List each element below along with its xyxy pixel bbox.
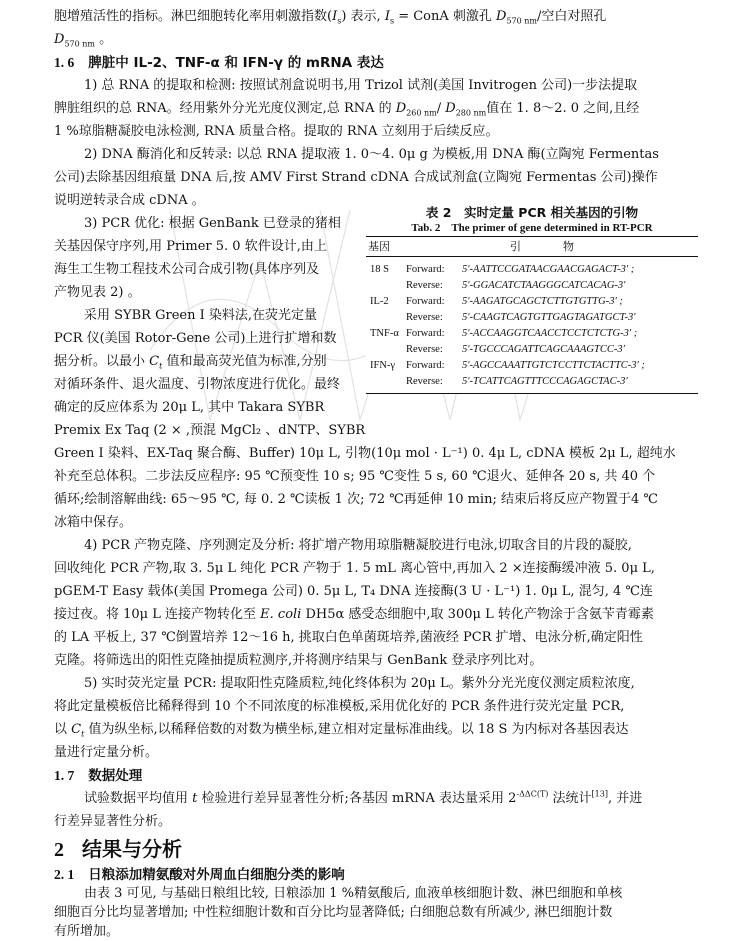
body-text-line: 量进行定量分析。 bbox=[54, 745, 159, 760]
body-text-line: 3) PCR 优化: 根据 GenBank 已登录的猪相 bbox=[84, 216, 341, 231]
subscript: 570 nm bbox=[506, 16, 538, 26]
table-header bbox=[366, 237, 698, 256]
gene-cell: 18 S bbox=[370, 264, 389, 275]
sequence-cell: 5′-TCATTCAGTTTCCCAGAGCTAC-3′ bbox=[462, 376, 628, 387]
sequence-cell: 5′-AAGATGCAGCTCTTGTGTTG-3′ ; bbox=[462, 296, 623, 307]
citation: [13] bbox=[591, 789, 608, 799]
text-segment: 法统计 bbox=[548, 791, 592, 806]
body-text-line: 由表 3 可见, 与基础日粮组比较, 日粮添加 1 %精氨酸后, 血液单核细胞计数、淋巴细胞和单核 bbox=[84, 886, 623, 901]
text-segment: 。 bbox=[95, 32, 113, 47]
subscript: 570 nm bbox=[64, 39, 95, 49]
body-text-line bbox=[84, 790, 642, 808]
body-text-line: 1 %琼脂糖凝胶电泳检测, RNA 质量合格。提取的 RNA 立刻用于后续反应。 bbox=[54, 124, 499, 139]
body-text-line: 确定的反应体系为 20μ L, 其中 Takara SYBR bbox=[54, 400, 325, 415]
species-name: E. coli bbox=[260, 607, 302, 622]
symbol-ct: C bbox=[149, 354, 160, 369]
direction-cell: Forward: bbox=[406, 360, 445, 371]
body-text-line bbox=[54, 606, 654, 624]
gene-cell: IFN-γ bbox=[370, 360, 396, 371]
direction-cell: Reverse: bbox=[406, 280, 443, 291]
section-number: 1. 6 bbox=[54, 55, 75, 70]
text-segment: 接过夜。将 10μ L 连接产物转化至 bbox=[54, 607, 261, 622]
gene-cell bbox=[366, 374, 406, 390]
body-text-line bbox=[54, 31, 112, 49]
text-segment: DH5α 感受态细胞中,取 300μ L 转化产物涂于含氨苄青霉素 bbox=[301, 607, 654, 622]
body-text-line: 采用 SYBR Green I 染料法,在荧光定量 bbox=[84, 308, 317, 323]
subscript: t bbox=[81, 729, 85, 739]
body-text-line bbox=[54, 353, 327, 371]
body-text-line: 1) 总 RNA 的提取和检测: 按照试剂盒说明书,用 Trizol 试剂(美国 Invitrogen 公司)一步法提取 bbox=[84, 78, 638, 93]
body-text-line: 公司)去除基因组痕量 DNA 后,按 AMV First Strand cDNA 合成试剂盒(立陶宛 Fermentas 公司)操作 bbox=[54, 170, 658, 185]
body-text-line: 行差异显著性分析。 bbox=[54, 814, 172, 829]
body-text-line: 克隆。将筛选出的阳性克隆抽提质粒测序,并将测序结果与 GenBank 登录序列比对。 bbox=[54, 653, 543, 668]
text-segment: 胞增殖活性的指标。淋巴细胞转化率用刺激指数( bbox=[54, 9, 333, 24]
sequence-cell: 5′-TGCCCAGATTCAGCAAAGTCC-3′ bbox=[462, 344, 625, 355]
direction-cell: Reverse: bbox=[406, 344, 443, 355]
text-segment: 以 bbox=[54, 722, 72, 737]
table-row bbox=[366, 278, 698, 294]
section-title: 日粮添加精氨酸对外周血白细胞分类的影响 bbox=[88, 867, 345, 883]
text-segment: = ConA 刺激孔 bbox=[394, 9, 497, 24]
text-segment: ) 表示, bbox=[341, 9, 385, 24]
body-text-line: 关基因保守序列,用 Primer 5. 0 软件设计,由上 bbox=[54, 239, 327, 254]
table-row bbox=[366, 358, 698, 374]
gene-cell bbox=[366, 310, 406, 326]
section-title: 脾脏中 IL-2、TNF-α 和 IFN-γ 的 mRNA 表达 bbox=[88, 55, 384, 71]
text-segment: 试验数据平均值用 bbox=[84, 791, 193, 806]
subscript: s bbox=[389, 16, 395, 26]
direction-cell: Forward: bbox=[406, 328, 445, 339]
section-heading-2-1 bbox=[54, 866, 345, 884]
symbol-d: D bbox=[445, 101, 456, 116]
text-segment: 检验进行差异显著性分析;各基因 mRNA 表达量采用 2 bbox=[197, 791, 517, 806]
direction-cell: Forward: bbox=[406, 264, 445, 275]
body-text-line: 4) PCR 产物克隆、序列测定及分析: 将扩增产物用琼脂糖凝胶进行电泳,切取含目的片段的凝胶, bbox=[84, 538, 632, 553]
subscript: s bbox=[337, 16, 342, 26]
sequence-cell: 5′-AGCCAAATTGTCTCCTTCTACTTC-3′ ; bbox=[462, 360, 645, 371]
body-text-line: 补充至总体积。二步法反应程序: 95 ℃预变性 10 s; 95 ℃变性 5 s, 60 ℃退火、延伸各 20 s, 共 40 个 bbox=[54, 469, 656, 484]
table-row bbox=[366, 262, 698, 278]
body-text-line: 产物见表 2) 。 bbox=[54, 285, 141, 300]
direction-cell: Reverse: bbox=[406, 376, 443, 387]
body-text-line: 冰箱中保存。 bbox=[54, 515, 133, 530]
sequence-cell: 5′-GGACATCTAAGGGCATCACAG-3′ bbox=[462, 280, 626, 291]
table-bottom-rule bbox=[366, 393, 698, 394]
sequence-cell: 5′-ACCAAGGTCAACCTCCTCTCTG-3′ ; bbox=[462, 328, 638, 339]
body-text-line: 海生工生物工程技术公司合成引物(具体序列及 bbox=[54, 262, 320, 277]
body-text-line: 循环;绘制溶解曲线: 65～95 ℃, 每 0. 2 ℃读板 1 次; 72 ℃再延伸 10 min; 结束后将反应产物置于4 ℃ bbox=[54, 492, 658, 507]
direction-cell: Reverse: bbox=[406, 312, 443, 323]
body-text-line: 5) 实时荧光定量 PCR: 提取阳性克隆质粒,纯化终体积为 20μ L。紫外分光光度仪测定质粒浓度, bbox=[84, 676, 635, 691]
subscript: t bbox=[159, 361, 163, 371]
body-text-line: 细胞百分比均显著增加; 中性粒细胞计数和百分比均显著降低; 白细胞总数有所减少, 淋巴细胞计数 bbox=[54, 905, 613, 920]
column-header-primer: 引物 bbox=[510, 240, 616, 253]
symbol-ct: C bbox=[71, 722, 82, 737]
body-text-line: 说明逆转录合成 cDNA 。 bbox=[54, 193, 205, 208]
table-2 bbox=[366, 204, 698, 394]
subscript: 280 nm bbox=[455, 108, 487, 118]
table-row bbox=[366, 310, 698, 326]
text-segment: , 并进 bbox=[607, 791, 643, 806]
body-text-line: 的 LA 平板上, 37 ℃倒置培养 12～16 h, 挑取白色单菌斑培养,菌液经 PCR 扩增、电泳分析,确定阳性 bbox=[54, 630, 643, 645]
text-segment: 值在 1. 8～2. 0 之间,且经 bbox=[486, 101, 640, 116]
section-number: 2. 1 bbox=[54, 867, 75, 882]
gene-cell: TNF-α bbox=[370, 328, 399, 339]
text-segment: 值和最高荧光值为标准,分别 bbox=[162, 354, 327, 369]
body-text-line: pGEM-T Easy 载体(美国 Promega 公司) 0. 5μ L, T₄ DNA 连接酶(3 U · L⁻¹) 1. 0μ L, 混匀, 4 ℃连 bbox=[54, 584, 653, 599]
table-row bbox=[366, 342, 698, 358]
body-text-line bbox=[54, 100, 639, 118]
section-number: 2 bbox=[54, 839, 64, 861]
text-segment: 脾脏组织的总 RNA。经用紫外分光光度仪测定,总 RNA 的 bbox=[54, 101, 396, 116]
section-number: 1. 7 bbox=[54, 768, 75, 783]
body-text-line: 2) DNA 酶消化和反转录: 以总 RNA 提取液 1. 0～4. 0μ g 为模板,用 DNA 酶(立陶宛 Fermentas bbox=[84, 147, 659, 162]
table-row bbox=[366, 294, 698, 310]
body-text-line: 对循环条件、退火温度、引物浓度进行优化。最终 bbox=[54, 377, 341, 392]
direction-cell: Forward: bbox=[406, 296, 445, 307]
superscript: -ΔΔC(T) bbox=[516, 789, 549, 799]
body-text-line: 有所增加。 bbox=[54, 924, 120, 939]
subscript: 260 nm bbox=[406, 108, 437, 118]
section-title: 结果与分析 bbox=[82, 837, 182, 861]
text-segment: / bbox=[436, 101, 446, 116]
symbol-is: I bbox=[332, 9, 338, 24]
sequence-cell: 5′-AATTCCGATAACGAACGAGACT-3′ ; bbox=[462, 264, 635, 275]
body-text-line: PCR 仪(美国 Rotor-Gene 公司)上进行扩增和数 bbox=[54, 331, 337, 346]
body-text-line: Premix Ex Taq (2 × ,预混 MgCl₂ 、dNTP、SYBR bbox=[54, 423, 366, 438]
symbol-d: D bbox=[496, 9, 507, 24]
symbol-is: I bbox=[384, 9, 390, 24]
body-text-line bbox=[54, 8, 606, 26]
body-text-line bbox=[54, 721, 629, 739]
table-title-cn: 表 2 实时定量 PCR 相关基因的引物 bbox=[425, 205, 639, 220]
section-heading-1-7 bbox=[54, 767, 142, 785]
body-text-line: Green I 染料、EX-Taq 聚合酶、Buffer) 10μ L, 引物(10μ mol · L⁻¹) 0. 4μ L, cDNA 模板 2μ L, 超纯水 bbox=[54, 446, 676, 461]
symbol-d: D bbox=[395, 101, 407, 116]
gene-cell bbox=[366, 342, 406, 358]
gene-cell bbox=[366, 278, 406, 294]
section-heading-2 bbox=[54, 836, 182, 863]
table-title-en: Tab. 2 The primer of gene determined in RT-PCR bbox=[411, 222, 653, 234]
symbol-t: t bbox=[192, 791, 198, 806]
text-segment: 值为纵坐标,以稀释倍数的对数为横坐标,建立相对定量标准曲线。以 18 S 为内标对各基因表达 bbox=[84, 722, 629, 737]
text-segment: /空白对照孔 bbox=[537, 9, 607, 24]
gene-cell: IL-2 bbox=[370, 296, 389, 307]
body-text-line: 回收纯化 PCR 产物,取 3. 5μ L 纯化 PCR 产物于 1. 5 mL 离心管中,再加入 2 ×连接酶缓冲液 5. 0μ L, bbox=[54, 561, 655, 576]
table-row bbox=[366, 326, 698, 342]
body-text-line: 将此定量模板倍比稀释得到 10 个不同浓度的标准模板,采用优化好的 PCR 条件进行荧光定量 PCR, bbox=[54, 699, 625, 714]
section-heading-1-6 bbox=[54, 54, 384, 72]
column-header-gene: 基因 bbox=[368, 240, 390, 253]
text-segment: 据分析。以最小 bbox=[54, 354, 150, 369]
section-title: 数据处理 bbox=[88, 768, 143, 784]
symbol-d: D bbox=[54, 32, 65, 47]
table-row bbox=[366, 374, 698, 390]
table-body bbox=[366, 257, 698, 393]
sequence-cell: 5′-CAAGTCAGTGTTGAGTAGATGCT-3′ bbox=[462, 312, 636, 323]
